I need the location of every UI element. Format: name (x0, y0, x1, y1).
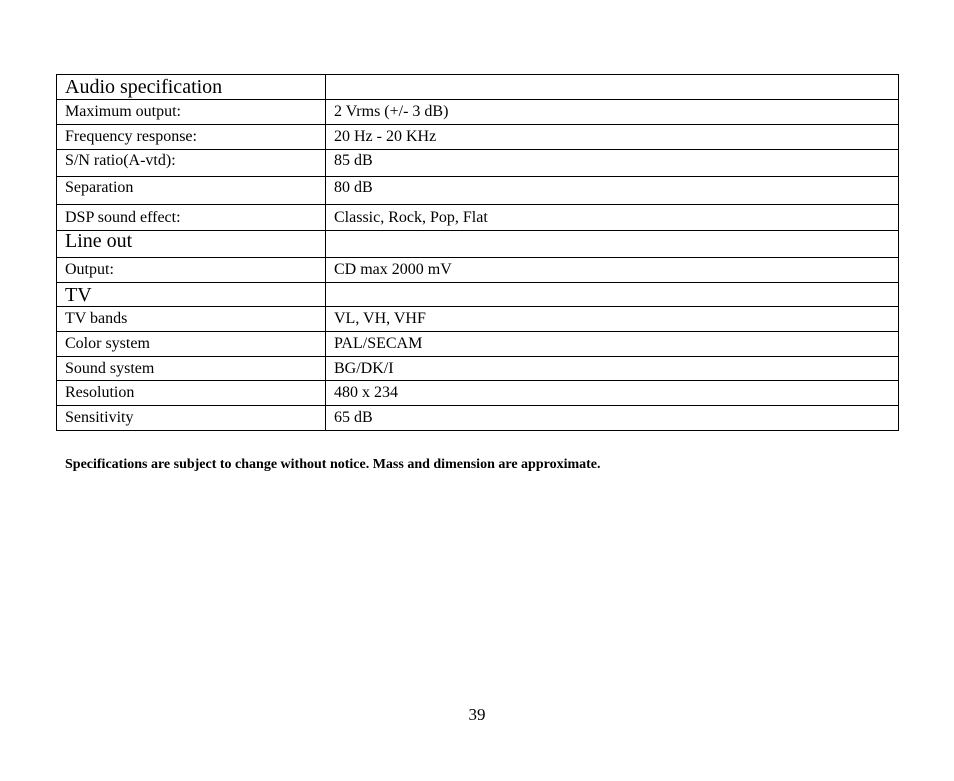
specification-table (56, 74, 899, 431)
spec-value: 480 x 234 (326, 381, 899, 406)
spec-row (57, 357, 899, 381)
spec-row (57, 258, 899, 283)
spec-row (57, 381, 899, 406)
spec-value: 65 dB (326, 406, 899, 431)
spec-section-row (57, 231, 899, 258)
spec-section-value (326, 75, 899, 100)
spec-section-row (57, 75, 899, 100)
spec-row (57, 150, 899, 177)
spec-value: BG/DK/I (326, 357, 899, 381)
spec-label: DSP sound effect: (57, 205, 326, 231)
spec-label: Color system (57, 332, 326, 357)
spec-label: Output: (57, 258, 326, 283)
spec-label: Sound system (57, 357, 326, 381)
spec-row (57, 125, 899, 150)
spec-label: Resolution (57, 381, 326, 406)
spec-value: PAL/SECAM (326, 332, 899, 357)
spec-row (57, 100, 899, 125)
spec-value: CD max 2000 mV (326, 258, 899, 283)
spec-label: Frequency response: (57, 125, 326, 150)
spec-section-row (57, 283, 899, 307)
spec-row (57, 205, 899, 231)
spec-label: Maximum output: (57, 100, 326, 125)
spec-label: TV bands (57, 307, 326, 332)
spec-value: 85 dB (326, 150, 899, 177)
spec-row (57, 307, 899, 332)
spec-section-label: TV (57, 283, 326, 307)
page-number: 39 (468, 705, 486, 724)
spec-value: 20 Hz - 20 KHz (326, 125, 899, 150)
spec-section-value (326, 231, 899, 258)
disclaimer-note: Specifications are subject to change without notice. Mass and dimension are approximate. (65, 457, 601, 472)
spec-value: 80 dB (326, 177, 899, 205)
spec-section-label: Audio specification (57, 75, 326, 100)
spec-row (57, 177, 899, 205)
spec-row (57, 406, 899, 431)
spec-section-label: Line out (57, 231, 326, 258)
spec-label: S/N ratio(A-vtd): (57, 150, 326, 177)
spec-section-value (326, 283, 899, 307)
spec-label: Sensitivity (57, 406, 326, 431)
spec-value: VL, VH, VHF (326, 307, 899, 332)
spec-value: Classic, Rock, Pop, Flat (326, 205, 899, 231)
spec-row (57, 332, 899, 357)
spec-value: 2 Vrms (+/- 3 dB) (326, 100, 899, 125)
spec-label: Separation (57, 177, 326, 205)
